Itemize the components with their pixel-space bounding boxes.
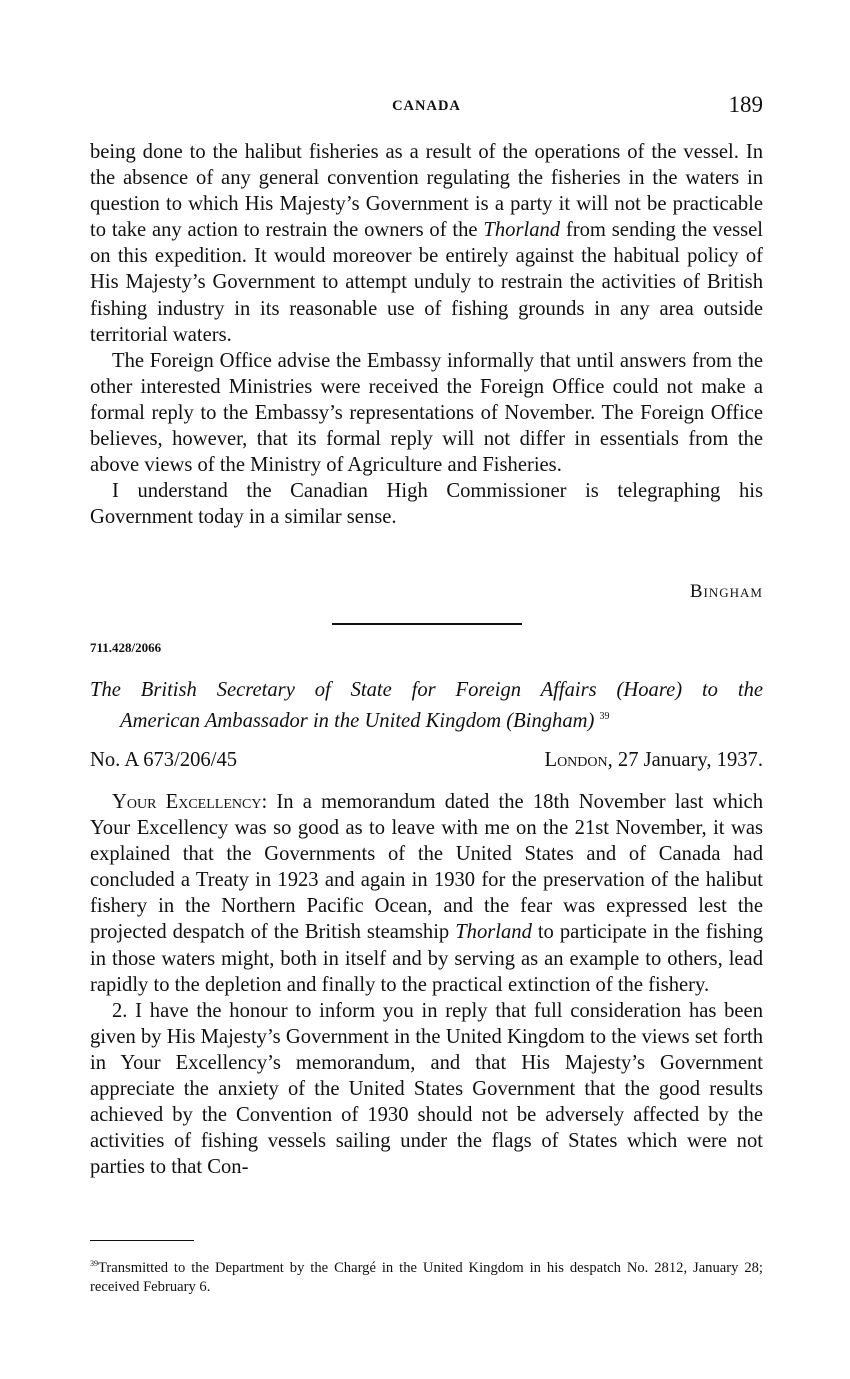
running-head <box>90 92 763 122</box>
paragraph: Your Excellency: In a memorandum dated the 18th November last which Your Excellency was so good as to leave with me on the 21st November, it was explained that the Governments of the United States and of Canada had concluded a Treaty in 1923 and again in 1930 for the preservation of the halibut fishery in the Northern Pacific Ocean, and the fear was expressed lest the projected despatch of the British steamship Thorland to participate in the fishing in those waters might, both in itself and by serving as an example to others, lead rapidly to the depletion and finally to the practical extinction of the fishery. <box>90 791 763 996</box>
footnote <box>90 1254 763 1297</box>
reference-number: No. A 673/206/45 <box>90 749 238 771</box>
place: London, <box>544 749 613 771</box>
page-number: 189 <box>728 92 763 117</box>
footnote-number: 39 <box>90 1259 98 1268</box>
paragraph: being done to the halibut fisheries as a result of the operations of the vessel. In the absence of any general convention regulating the fisheries in the waters in question to which His Majesty’s Government is a party it will not be practicable to take any action to restrain the owners of the Thorland from sending the vessel on this expedition. It would moreover be entirely against the habitual policy of His Majesty’s Government to attempt unduly to restrain the activities of British fishing industry in its reasonable use of fishing grounds in any area outside territorial waters. <box>90 141 763 346</box>
paragraph: I understand the Canadian High Commissioner is telegraphing his Government today in a similar sense. <box>90 480 763 529</box>
salutation: Your Excellency: <box>112 791 268 813</box>
letter-body <box>90 789 763 1180</box>
ship-name: Thorland <box>455 921 532 944</box>
file-number: 711.428/2066 <box>90 640 162 655</box>
running-title: CANADA <box>392 98 461 114</box>
place-date <box>544 749 763 772</box>
signature: Bingham <box>689 581 763 602</box>
section-divider <box>332 623 522 625</box>
footnote-ref: 39 <box>599 710 610 722</box>
paragraph: 2. I have the honour to inform you in reply that full consideration has been given by His Majesty’s Government in the United Kingdom to the views set forth in Your Excellency’s memorandum, and that His Majesty’s Government appreciate the anxiety of the United States Government that the good results achieved by the Convention of 1930 should not be adversely affected by the activities of fishing vessels sailing under the flags of States which were not parties to that Con- <box>90 999 763 1179</box>
ship-name: Thorland <box>483 219 561 242</box>
date: 27 January, 1937. <box>612 749 763 771</box>
title-line: American Ambassador in the United Kingdom (Bingham) $^{39}$ <box>120 709 610 732</box>
title-line: The British Secretary of State for Foreign Affairs (Hoare) to the <box>90 679 763 701</box>
continued-text <box>90 139 763 530</box>
footnote-text: Transmitted to the Department by the Chargé in the United Kingdom in his despatch No. 2812, January 28; received February 6. <box>90 1259 763 1295</box>
paragraph: The Foreign Office advise the Embassy informally that until answers from the other interested Ministries were received the Foreign Office could not make a formal reply to the Embassy’s representations of November. The Foreign Office believes, however, that its formal reply will not differ in essentials from the above views of the Ministry of Agriculture and Fisheries. <box>90 349 763 477</box>
document-title <box>90 677 763 734</box>
footnote-divider <box>90 1240 194 1241</box>
